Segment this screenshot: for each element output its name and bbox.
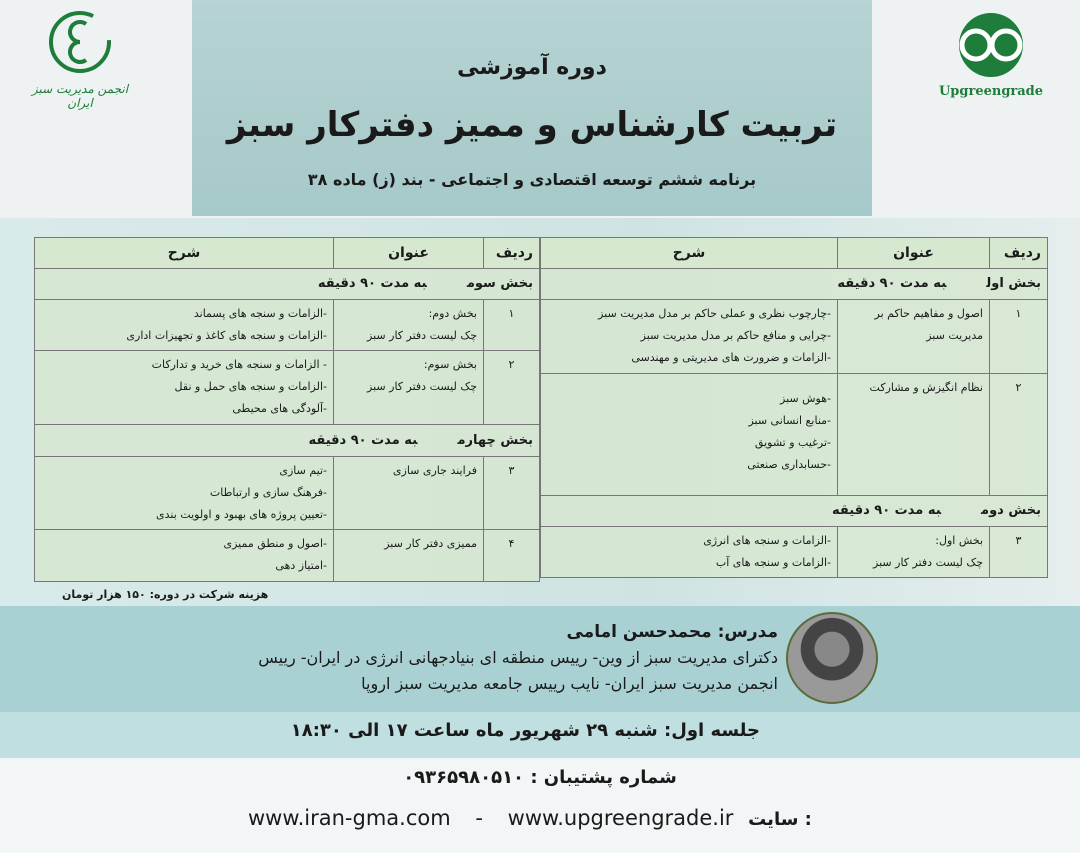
desc-line: -الزامات و سنجه های پسماند — [193, 307, 327, 320]
gma-logo-icon — [20, 8, 140, 78]
session-time: جلسه اول: شنبه ۲۹ شهریور ماه ساعت ۱۷ الی ۱۸:۳۰ — [290, 720, 760, 741]
row-desc — [35, 457, 334, 530]
instructor-bio-line1: دکترای مدیریت سبز از وین- رییس منطقه ای بنیادجهانی انرژی در ایران- رییس — [258, 648, 778, 667]
page-title: تربیت کارشناس و ممیز دفترکار سبز — [226, 105, 838, 145]
col-row: ردیف — [990, 238, 1048, 269]
website-label: سایت : — [748, 809, 812, 830]
title-line: چک لیست دفتر کار سبز — [367, 329, 477, 342]
desc-line: -الزامات و سنجه های کاغذ و تجهیزات اداری — [126, 329, 327, 342]
support-phone: شماره پشتیبان : ۰۹۳۶۵۹۸۰۵۱۰ — [403, 767, 677, 788]
section-name: بخش چهارم — [457, 432, 533, 448]
row-title — [838, 527, 990, 578]
desc-line: -تیم سازی — [279, 464, 327, 477]
row-desc — [35, 351, 334, 425]
section-duration: به مدت ۹۰ دقیقه — [308, 432, 418, 448]
row-desc — [35, 530, 334, 582]
title-box — [192, 0, 872, 216]
section-name: بخش اول — [986, 276, 1041, 291]
row-title: ممیزی دفتر کار سبز — [334, 530, 484, 582]
row-desc — [35, 300, 334, 351]
course-fee: هزینه شرکت در دوره: ۱۵۰ هزار تومان — [62, 588, 269, 601]
section-header — [35, 425, 540, 457]
row-desc — [541, 527, 838, 578]
section-duration: به مدت ۹۰ دقیقه — [317, 276, 427, 291]
desc-line: -چارچوب نظری و عملی حاکم بر مدل مدیریت سبز — [598, 307, 831, 320]
instructor-photo — [786, 612, 878, 704]
instructor-name: مدرس: محمدحسن امامی — [566, 622, 778, 642]
desc-line: - الزامات و سنجه های خرید و تدارکات — [151, 358, 327, 371]
upgreengrade-logo-text: Upgreengrade — [938, 84, 1044, 99]
infinity-logo-icon — [931, 10, 1051, 80]
row-title: اصول و مفاهیم حاکم بر مدیریت سبز — [838, 300, 990, 374]
row-number: ۱ — [990, 300, 1048, 374]
title-line: بخش دوم: — [428, 307, 477, 320]
row-number: ۲ — [484, 351, 540, 425]
row-title — [334, 351, 484, 425]
row-number: ۳ — [990, 527, 1048, 578]
subtitle: برنامه ششم توسعه اقتصادی و اجتماعی - بند (ز) ماده ۳۸ — [307, 170, 757, 189]
pre-title: دوره آموزشی — [457, 55, 607, 80]
row-number: ۳ — [484, 457, 540, 530]
section-header — [35, 269, 540, 300]
row-number: ۲ — [990, 374, 1048, 496]
col-title: عنوان — [334, 238, 484, 269]
instructor-bio-line2: انجمن مدیریت سبز ایران- نایب رییس جامعه مدیریت سبز اروپا — [361, 674, 778, 693]
col-title: عنوان — [838, 238, 990, 269]
gma-logo — [20, 8, 140, 108]
title-line: بخش اول: — [935, 534, 983, 547]
title-line: چک لیست دفتر کار سبز — [873, 556, 983, 569]
desc-line: -منابع انسانی سبز — [748, 414, 831, 427]
desc-line: -تعیین پروژه های بهبود و اولویت بندی — [156, 508, 327, 521]
upgreengrade-logo — [926, 10, 1056, 105]
row-desc — [541, 374, 838, 496]
desc-line: -حسابداری صنعتی — [747, 458, 831, 471]
desc-line: -الزامات و سنجه های انرژی — [703, 534, 831, 547]
desc-line: -الزامات و سنجه های حمل و نقل — [174, 380, 327, 393]
desc-line: -امتیاز دهی — [275, 559, 327, 572]
section-name: بخش سوم — [466, 276, 533, 291]
website-link-iran-gma[interactable]: www.iran-gma.com — [248, 806, 451, 830]
col-desc: شرح — [35, 238, 334, 269]
row-title: فرایند جاری سازی — [334, 457, 484, 530]
desc-line: -آلودگی های محیطی — [232, 402, 327, 415]
row-title: نظام انگیزش و مشارکت — [838, 374, 990, 496]
websites — [248, 806, 812, 830]
section-header — [541, 269, 1048, 300]
row-desc — [541, 300, 838, 374]
desc-line: -الزامات و ضرورت های مدیریتی و مهندسی — [631, 351, 831, 364]
col-desc: شرح — [541, 238, 838, 269]
title-line: بخش سوم: — [423, 358, 477, 371]
schedule-table-right — [540, 237, 1048, 578]
website-link-upgreengrade[interactable]: www.upgreengrade.ir — [507, 806, 734, 830]
desc-line: -الزامات و سنجه های آب — [715, 556, 831, 569]
desc-line: -چرایی و منافع حاکم بر مدل مدیریت سبز — [640, 329, 831, 342]
title-line: چک لیست دفتر کار سبز — [367, 380, 477, 393]
row-number: ۱ — [484, 300, 540, 351]
col-row: ردیف — [484, 238, 540, 269]
gma-logo-text: انجمن مدیریت سبز ایران — [31, 82, 129, 110]
website-separator: - — [475, 806, 483, 830]
section-duration: به مدت ۹۰ دقیقه — [832, 503, 942, 518]
section-header — [541, 496, 1048, 527]
desc-line: -فرهنگ سازی و ارتباطات — [209, 486, 327, 499]
desc-line: -هوش سبز — [780, 392, 831, 405]
section-name: بخش دوم — [981, 503, 1041, 518]
schedule-table-left — [34, 237, 540, 582]
desc-line: -اصول و منطق ممیزی — [223, 537, 327, 550]
row-number: ۴ — [484, 530, 540, 582]
section-duration: به مدت ۹۰ دقیقه — [837, 276, 947, 291]
desc-line: -ترغیب و تشویق — [754, 436, 831, 449]
row-title — [334, 300, 484, 351]
